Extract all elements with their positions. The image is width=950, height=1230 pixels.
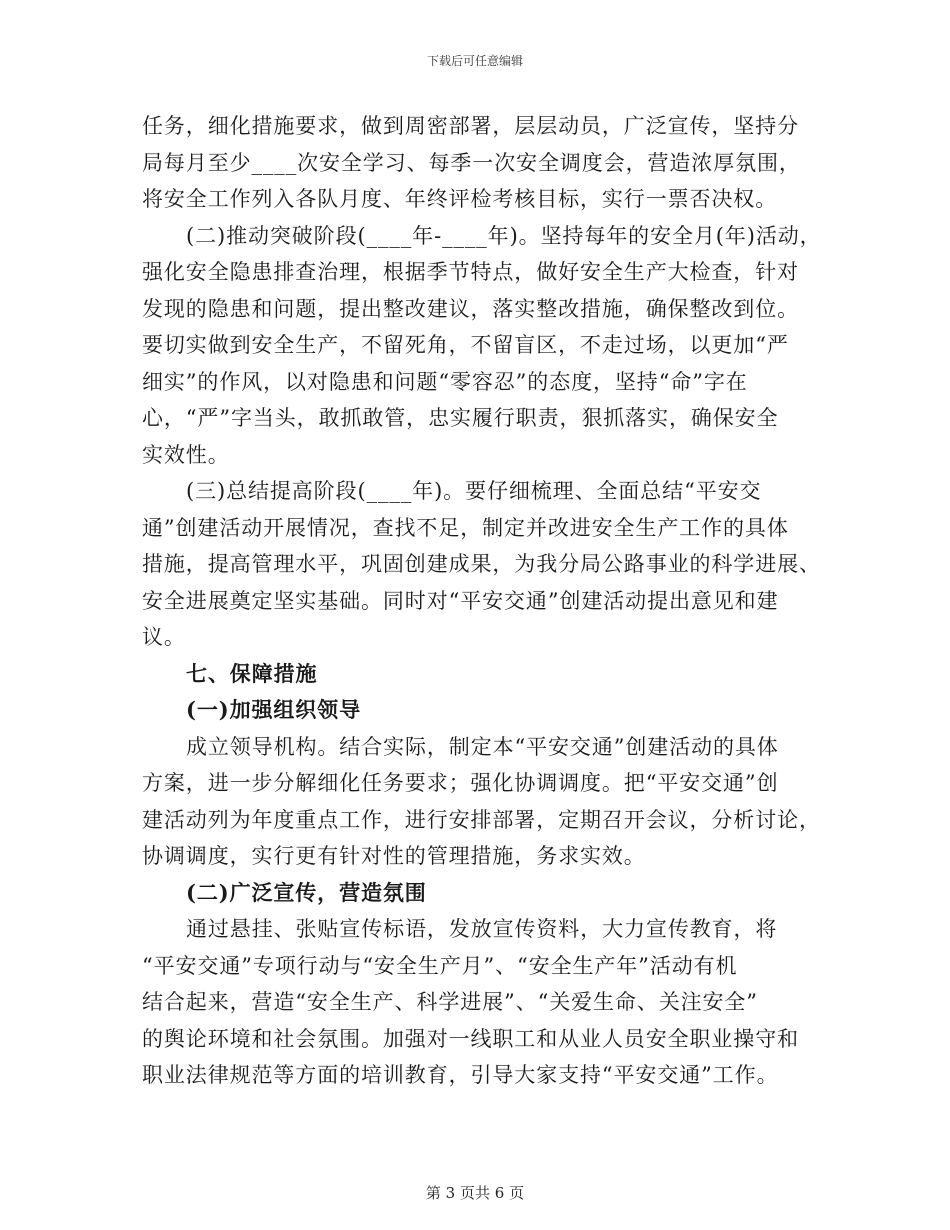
text-line: 发现的隐患和问题，提出整改建议，落实整改措施，确保整改到位。 (142, 296, 799, 321)
text-line: 建活动列为年度重点工作，进行安排部署，定期召开会议，分析讨论， (142, 807, 821, 832)
text-line: 结合起来，营造“安全生产、科学进展”、“关爱生命、关注安全” (142, 990, 758, 1014)
text-line: (三)总结提高阶段(____年)。要仔细梳理、全面总结“平安交 (186, 479, 762, 503)
text-line: “平安交通”专项行动与“安全生产月”、“安全生产年”活动有机 (142, 953, 738, 978)
text-line: 细实”的作风，以对隐患和问题“零容忍”的态度，坚持“命”字在 (142, 369, 748, 394)
text-line: 安全进展奠定坚实基础。同时对“平安交通”创建活动提出意见和建 (142, 588, 779, 613)
text-line: 议。 (142, 625, 186, 649)
text-line: 的舆论环境和社会氛围。加强对一线职工和从业人员安全职业操守和 (142, 1026, 799, 1051)
text-line: 心，“严”字当头，敢抓敢管，忠实履行职责，狠抓落实，确保安全 (142, 406, 779, 430)
text-line: 任务，细化措施要求，做到周密部署，层层动员，广泛宣传，坚持分 (142, 114, 799, 138)
text-line: 方案，进一步分解细化任务要求；强化协调调度。把“平安交通”创 (142, 771, 779, 795)
page-footer: 第 3 页共 6 页 (425, 1184, 525, 1202)
document-body (142, 108, 822, 1094)
text-line: 成立领导机构。结合实际，制定本“平安交通”创建活动的具体 (186, 734, 779, 759)
text-line: 将安全工作列入各队月度、年终评检考核目标，实行一票否决权。 (142, 187, 778, 211)
text-line: 措施，提高管理水平，巩固创建成果，为我分局公路事业的科学进展、 (142, 552, 821, 576)
section-heading: 七、保障措施 (186, 660, 318, 686)
text-line: 要切实做到安全生产，不留死角，不留盲区，不走过场，以更加“严 (142, 333, 789, 357)
text-line: 实效性。 (142, 442, 230, 467)
text-line: 通过悬挂、张贴宣传标语，发放宣传资料，大力宣传教育，将 (186, 917, 778, 941)
text-line: 通”创建活动开展情况，查找不足，制定并改进安全生产工作的具体 (142, 515, 789, 540)
page-header: 下载后可任意编辑 (426, 54, 523, 68)
section-heading: (一)加强组织领导 (186, 697, 361, 722)
text-line: 强化安全隐患排查治理，根据季节特点，做好安全生产大检查，针对 (142, 260, 799, 284)
text-line: 局每月至少____次安全学习、每季一次安全调度会，营造浓厚氛围， (142, 150, 801, 175)
text-line: (二)推动突破阶段(____年-____年)。坚持每年的安全月(年)活动， (186, 223, 822, 248)
section-heading: (二)广泛宣传，营造氛围 (186, 879, 427, 905)
text-line: 职业法律规范等方面的培训教育，引导大家支持“平安交通”工作。 (142, 1063, 779, 1087)
text-line: 协调调度，实行更有针对性的管理措施，务求实效。 (142, 844, 646, 868)
